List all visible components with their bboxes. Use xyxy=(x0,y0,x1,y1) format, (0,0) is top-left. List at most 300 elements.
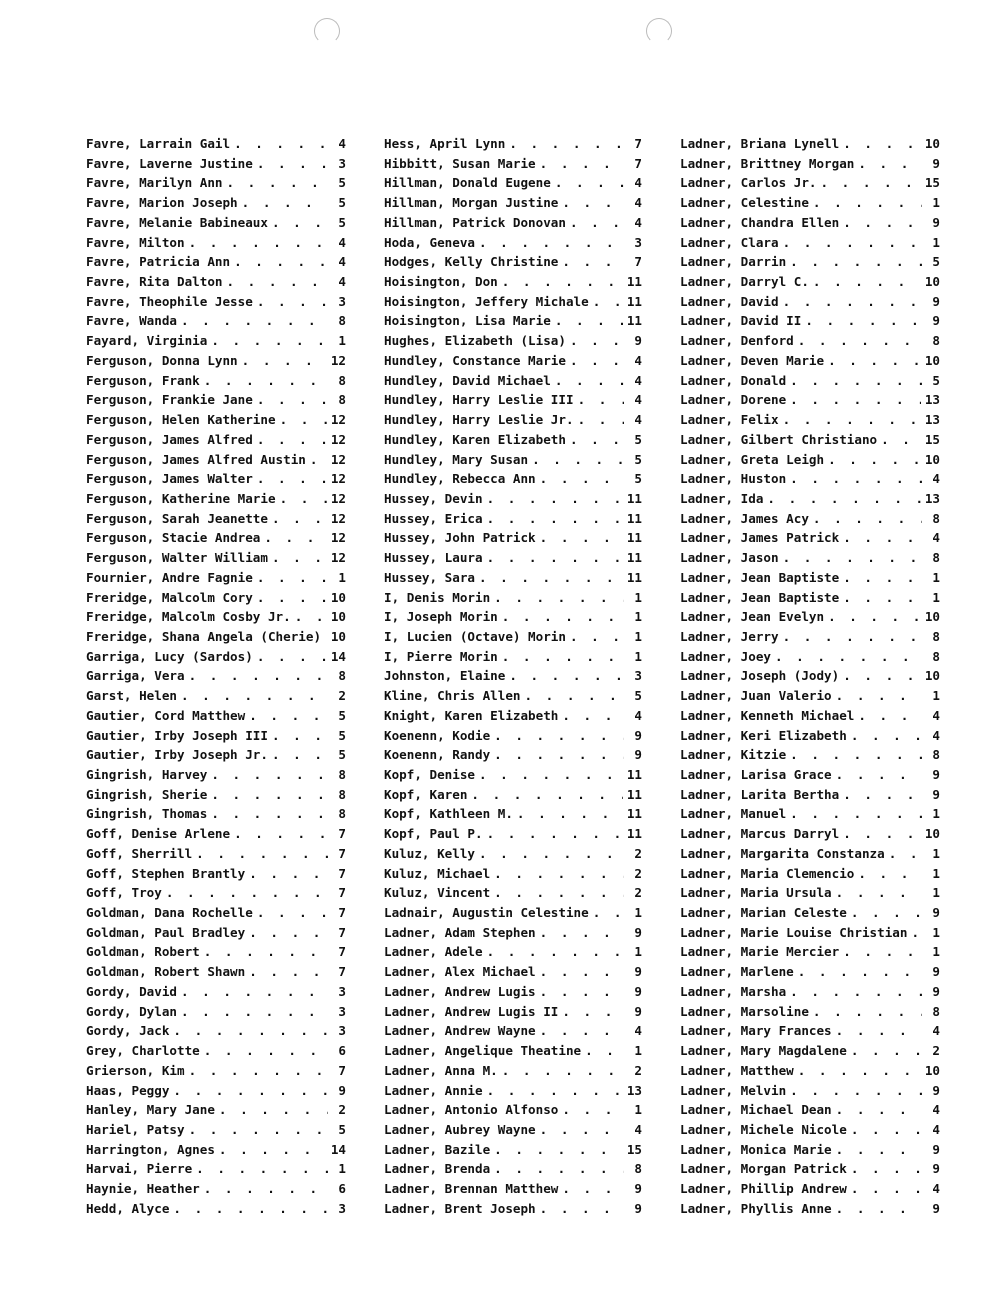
entry-name: Ladnair, Augustin Celestine xyxy=(384,905,589,921)
entry-page-number: 10 xyxy=(924,136,940,151)
entry-name: Fayard, Virginia xyxy=(86,333,208,349)
index-entry xyxy=(680,1179,940,1199)
index-entry xyxy=(384,233,642,253)
index-entry xyxy=(384,1179,642,1199)
entry-name: Garriga, Lucy (Sardos) xyxy=(86,648,253,664)
dot-leader xyxy=(257,154,328,174)
entry-page-number: 8 xyxy=(338,767,346,782)
entry-page-number: 9 xyxy=(932,964,940,980)
dot-leader xyxy=(479,844,624,864)
index-entry xyxy=(384,1061,642,1081)
entry-page-number: 7 xyxy=(338,924,346,940)
index-entry xyxy=(384,1021,642,1041)
entry-name: Ladner, Mary Magdalene xyxy=(680,1043,847,1059)
entry-name: Favre, Marilyn Ann xyxy=(86,175,223,191)
index-entry xyxy=(86,1002,346,1022)
index-entry xyxy=(86,627,346,647)
entry-name: I, Joseph Morin xyxy=(384,609,498,625)
dot-leader xyxy=(836,686,922,706)
dot-leader xyxy=(494,726,624,746)
entry-page-number: 11 xyxy=(626,510,642,526)
entry-page-number: 13 xyxy=(924,392,940,408)
index-entry xyxy=(680,528,940,548)
index-entry xyxy=(384,568,642,588)
entry-page-number: 9 xyxy=(932,905,940,921)
entry-page-number: 4 xyxy=(634,412,642,428)
entry-page-number: 12 xyxy=(330,352,346,368)
index-entry xyxy=(680,548,940,568)
entry-page-number: 7 xyxy=(634,254,642,270)
entry-name: Ladner, Maria Ursula xyxy=(680,885,832,901)
index-entry xyxy=(680,193,940,213)
dot-leader xyxy=(211,804,328,824)
dot-leader xyxy=(593,903,624,923)
entry-page-number: 10 xyxy=(924,668,940,684)
entry-name: Freridge, Malcolm Cosby Jr. xyxy=(86,609,291,625)
entry-page-number: 8 xyxy=(338,668,346,684)
dot-leader xyxy=(189,1061,328,1081)
entry-name: Ladner, Carlos Jr. xyxy=(680,175,817,191)
index-entry xyxy=(680,1002,940,1022)
dot-leader xyxy=(783,548,922,568)
entry-name: I, Lucien (Octave) Morin xyxy=(384,628,566,644)
entry-name: Grierson, Kim xyxy=(86,1062,185,1078)
entry-name: Hussey, Laura xyxy=(384,550,483,566)
index-entry xyxy=(680,785,940,805)
dot-leader xyxy=(494,745,624,765)
entry-page-number: 13 xyxy=(626,1082,642,1098)
entry-name: Ladner, Dorene xyxy=(680,392,787,408)
entry-name: Gordy, Jack xyxy=(86,1023,170,1039)
entry-name: Kopf, Kathleen M. xyxy=(384,806,513,822)
entry-page-number: 2 xyxy=(338,688,346,704)
entry-page-number: 5 xyxy=(634,471,642,487)
entry-page-number: 4 xyxy=(634,175,642,191)
entry-name: Hoisington, Lisa Marie xyxy=(384,313,551,329)
entry-name: Ladner, Donald xyxy=(680,372,787,388)
dot-leader xyxy=(570,351,624,371)
index-entry xyxy=(384,883,642,903)
index-entry xyxy=(680,1140,940,1160)
index-entry xyxy=(680,351,940,371)
entry-page-number: 1 xyxy=(932,195,940,211)
index-entry xyxy=(384,528,642,548)
index-entry xyxy=(86,252,346,272)
index-entry xyxy=(680,745,940,765)
dot-leader xyxy=(226,173,328,193)
entry-name: Goldman, Robert xyxy=(86,944,200,960)
dot-leader xyxy=(264,528,326,548)
entry-page-number: 14 xyxy=(330,648,346,664)
entry-page-number: 8 xyxy=(932,747,940,763)
dot-leader xyxy=(851,726,922,746)
entry-name: Hess, April Lynn xyxy=(384,136,506,151)
dot-leader xyxy=(494,883,624,903)
entry-page-number: 1 xyxy=(932,885,940,901)
entry-page-number: 7 xyxy=(338,826,346,842)
entry-page-number: 5 xyxy=(338,214,346,230)
entry-name: Ladner, Bazile xyxy=(384,1141,491,1157)
index-entry xyxy=(680,1199,940,1219)
entry-name: Hussey, John Patrick xyxy=(384,530,536,546)
entry-name: Kuluz, Michael xyxy=(384,865,491,881)
entry-page-number: 2 xyxy=(932,1043,940,1059)
dot-leader xyxy=(471,785,622,805)
index-entry xyxy=(680,430,940,450)
entry-name: Ferguson, Walter William xyxy=(86,550,268,566)
dot-leader xyxy=(479,765,623,785)
entry-name: Hillman, Morgan Justine xyxy=(384,195,559,211)
entry-name: Gautier, Irby Joseph III xyxy=(86,727,268,743)
index-entry xyxy=(384,450,642,470)
entry-page-number: 4 xyxy=(932,1102,940,1118)
entry-page-number: 4 xyxy=(932,471,940,487)
index-entry xyxy=(86,568,346,588)
dot-leader xyxy=(272,509,327,529)
index-entry xyxy=(680,1120,940,1140)
dot-leader xyxy=(790,371,922,391)
dot-leader xyxy=(509,666,624,686)
index-entry xyxy=(384,371,642,391)
entry-name: Favre, Marion Joseph xyxy=(86,195,238,211)
index-entry xyxy=(86,765,346,785)
index-entry xyxy=(680,607,940,627)
index-column-3 xyxy=(680,134,940,1219)
entry-name: Ladner, Jerry xyxy=(680,628,779,644)
index-entry xyxy=(384,844,642,864)
entry-name: Ladner, Celestine xyxy=(680,195,809,211)
entry-name: Ladner, Adele xyxy=(384,944,483,960)
dot-leader xyxy=(494,864,624,884)
entry-name: Ladner, Gilbert Christiano xyxy=(680,431,878,447)
index-entry xyxy=(384,666,642,686)
index-entry xyxy=(86,903,346,923)
entry-name: Ladner, Marie Louise Christian xyxy=(680,924,908,940)
dot-leader xyxy=(181,1002,328,1022)
index-entry xyxy=(680,450,940,470)
entry-page-number: 4 xyxy=(338,254,346,270)
dot-leader xyxy=(578,410,624,430)
dot-leader xyxy=(234,134,328,154)
dot-leader xyxy=(502,607,624,627)
dot-leader xyxy=(234,252,328,272)
entry-page-number: 7 xyxy=(338,964,346,980)
dot-leader xyxy=(487,942,624,962)
entry-page-number: 9 xyxy=(932,313,940,329)
entry-name: Ladner, Marian Celeste xyxy=(680,905,847,921)
dot-leader xyxy=(502,272,623,292)
entry-page-number: 3 xyxy=(338,983,346,999)
index-entry xyxy=(384,903,642,923)
entry-page-number: 6 xyxy=(338,1181,346,1197)
index-entry xyxy=(86,706,346,726)
entry-page-number: 4 xyxy=(634,707,642,723)
entry-name: Ladner, Larisa Grace xyxy=(680,767,832,782)
index-entry xyxy=(384,942,642,962)
entry-page-number: 1 xyxy=(932,234,940,250)
entry-name: Garst, Helen xyxy=(86,688,177,704)
entry-name: Ladner, Melvin xyxy=(680,1082,787,1098)
entry-page-number: 12 xyxy=(330,530,346,546)
dot-leader xyxy=(790,1081,922,1101)
index-entry xyxy=(86,371,346,391)
entry-page-number: 8 xyxy=(338,806,346,822)
index-entry xyxy=(384,824,642,844)
dot-leader xyxy=(173,1021,328,1041)
index-entry xyxy=(680,903,940,923)
index-entry xyxy=(680,982,940,1002)
dot-leader xyxy=(858,706,922,726)
index-entry xyxy=(680,410,940,430)
index-entry xyxy=(680,154,940,174)
entry-page-number: 7 xyxy=(338,1062,346,1078)
entry-name: Ladner, Aubrey Wayne xyxy=(384,1121,536,1137)
entry-name: Fournier, Andre Fagnie xyxy=(86,569,253,585)
dot-leader xyxy=(555,311,623,331)
dot-leader xyxy=(798,1061,921,1081)
dot-leader xyxy=(798,331,922,351)
entry-page-number: 3 xyxy=(338,1023,346,1039)
dot-leader xyxy=(843,213,922,233)
index-entry xyxy=(384,686,642,706)
entry-name: Ladner, James Acy xyxy=(680,510,809,526)
entry-name: Ladner, David II xyxy=(680,313,802,329)
entry-name: Gordy, David xyxy=(86,983,177,999)
index-entry xyxy=(680,292,940,312)
entry-name: Ladner, Briana Lynell xyxy=(680,136,840,151)
index-entry xyxy=(86,292,346,312)
entry-page-number: 9 xyxy=(634,727,642,743)
dot-leader xyxy=(494,1159,624,1179)
entry-page-number: 5 xyxy=(338,747,346,763)
entry-page-number: 4 xyxy=(932,727,940,743)
dot-leader xyxy=(257,903,328,923)
entry-name: Ladner, David xyxy=(680,293,779,309)
entry-name: Favre, Milton xyxy=(86,234,185,250)
entry-name: Ladner, Margarita Constanza xyxy=(680,845,885,861)
entry-page-number: 11 xyxy=(626,530,642,546)
dot-leader xyxy=(540,1199,624,1219)
entry-name: Ladner, Juan Valerio xyxy=(680,688,832,704)
entry-name: Ladner, Andrew Lugis xyxy=(384,983,536,999)
entry-name: Ferguson, James Walter xyxy=(86,471,253,487)
dot-leader xyxy=(828,351,921,371)
entry-page-number: 5 xyxy=(338,727,346,743)
entry-page-number: 10 xyxy=(924,609,940,625)
entry-page-number: 1 xyxy=(634,589,642,605)
entry-page-number: 8 xyxy=(932,333,940,349)
entry-page-number: 9 xyxy=(634,924,642,940)
dot-leader xyxy=(843,666,921,686)
entry-name: Ladner, Annie xyxy=(384,1082,483,1098)
index-entry xyxy=(680,469,940,489)
entry-page-number: 5 xyxy=(634,451,642,467)
index-entry xyxy=(680,1100,940,1120)
dot-leader xyxy=(502,1061,624,1081)
index-entry xyxy=(86,173,346,193)
dot-leader xyxy=(911,923,922,943)
index-entry xyxy=(680,942,940,962)
dot-leader xyxy=(836,765,922,785)
entry-page-number: 12 xyxy=(330,451,346,467)
entry-name: Gautier, Irby Joseph Jr. xyxy=(86,747,268,763)
dot-leader xyxy=(858,154,922,174)
dot-leader xyxy=(790,745,922,765)
dot-leader xyxy=(280,410,327,430)
dot-leader xyxy=(249,706,328,726)
index-entry xyxy=(384,311,642,331)
index-entry xyxy=(384,785,642,805)
index-entry xyxy=(680,489,940,509)
index-entry xyxy=(384,982,642,1002)
index-entry xyxy=(86,844,346,864)
entry-name: Haynie, Heather xyxy=(86,1181,200,1197)
entry-page-number: 4 xyxy=(932,1181,940,1197)
entry-page-number: 8 xyxy=(338,313,346,329)
entry-name: Ladner, Ida xyxy=(680,490,764,506)
entry-name: Ladner, Brennan Matthew xyxy=(384,1181,559,1197)
index-entry xyxy=(86,390,346,410)
entry-page-number: 3 xyxy=(338,293,346,309)
dot-leader xyxy=(540,469,624,489)
index-entry xyxy=(384,647,642,667)
index-entry xyxy=(680,390,940,410)
dot-leader xyxy=(295,607,327,627)
entry-page-number: 13 xyxy=(924,412,940,428)
entry-page-number: 1 xyxy=(338,333,346,349)
index-entry xyxy=(86,430,346,450)
index-entry xyxy=(86,647,346,667)
entry-page-number: 7 xyxy=(338,865,346,881)
index-entry xyxy=(384,745,642,765)
index-entry xyxy=(384,1199,642,1219)
index-entry xyxy=(86,1179,346,1199)
entry-page-number: 10 xyxy=(330,609,346,625)
entry-page-number: 4 xyxy=(338,234,346,250)
dot-leader xyxy=(219,1140,327,1160)
index-entry xyxy=(384,213,642,233)
index-entry xyxy=(384,1120,642,1140)
index-entry xyxy=(680,962,940,982)
entry-name: Kopf, Karen xyxy=(384,786,468,802)
entry-page-number: 15 xyxy=(626,1141,642,1157)
entry-name: Ladner, Matthew xyxy=(680,1062,794,1078)
entry-name: Ladner, Joseph (Jody) xyxy=(680,668,840,684)
dot-leader xyxy=(204,1041,328,1061)
index-entry xyxy=(86,1021,346,1041)
entry-page-number: 10 xyxy=(924,826,940,842)
entry-page-number: 11 xyxy=(626,767,642,782)
dot-leader xyxy=(843,824,921,844)
entry-name: Haas, Peggy xyxy=(86,1082,170,1098)
dot-leader xyxy=(843,942,922,962)
entry-name: Ladner, Brenda xyxy=(384,1161,491,1177)
dot-leader xyxy=(790,390,921,410)
entry-name: Ferguson, Stacie Andrea xyxy=(86,530,261,546)
entry-name: Kuluz, Kelly xyxy=(384,845,475,861)
entry-name: Ladner, Jean Evelyn xyxy=(680,609,825,625)
entry-name: Hussey, Sara xyxy=(384,569,475,585)
entry-name: Hussey, Devin xyxy=(384,490,483,506)
entry-page-number: 11 xyxy=(626,293,642,309)
dot-leader xyxy=(790,804,922,824)
dot-leader xyxy=(257,430,327,450)
entry-name: Ladner, Antonio Alfonso xyxy=(384,1102,559,1118)
dot-leader xyxy=(783,292,922,312)
dot-leader xyxy=(211,765,328,785)
dot-leader xyxy=(828,450,921,470)
index-entry xyxy=(680,1021,940,1041)
entry-name: Koenenn, Randy xyxy=(384,747,491,763)
entry-page-number: 8 xyxy=(932,1003,940,1019)
entry-page-number: 7 xyxy=(634,136,642,151)
entry-page-number: 11 xyxy=(626,313,642,329)
entry-page-number: 12 xyxy=(330,550,346,566)
entry-page-number: 1 xyxy=(932,944,940,960)
entry-page-number: 8 xyxy=(932,510,940,526)
entry-name: Ladner, Jean Baptiste xyxy=(680,589,840,605)
index-entry xyxy=(86,213,346,233)
entry-name: Grey, Charlotte xyxy=(86,1043,200,1059)
entry-page-number: 2 xyxy=(338,1102,346,1118)
dot-leader xyxy=(820,173,920,193)
index-entry xyxy=(384,1159,642,1179)
index-entry xyxy=(680,923,940,943)
index-entry xyxy=(680,864,940,884)
entry-page-number: 5 xyxy=(634,431,642,447)
dot-leader xyxy=(562,1002,624,1022)
dot-leader xyxy=(532,450,624,470)
entry-page-number: 4 xyxy=(634,1121,642,1137)
index-entry xyxy=(86,134,346,154)
entry-page-number: 7 xyxy=(338,905,346,921)
entry-name: Goldman, Robert Shawn xyxy=(86,964,246,980)
entry-page-number: 14 xyxy=(330,1141,346,1157)
entry-name: Hedd, Alyce xyxy=(86,1200,170,1216)
dot-leader xyxy=(851,1179,922,1199)
entry-page-number: 8 xyxy=(932,550,940,566)
entry-name: Favre, Laverne Justine xyxy=(86,155,253,171)
index-entry xyxy=(680,686,940,706)
entry-page-number: 7 xyxy=(338,845,346,861)
entry-page-number: 4 xyxy=(634,1023,642,1039)
dot-leader xyxy=(181,686,328,706)
index-entry xyxy=(680,883,940,903)
entry-name: Freridge, Shana Angela (Cherie) xyxy=(86,628,322,644)
index-entry xyxy=(384,390,642,410)
entry-page-number: 1 xyxy=(932,845,940,861)
entry-page-number: 4 xyxy=(932,1121,940,1137)
index-entry xyxy=(86,785,346,805)
dot-leader xyxy=(836,883,922,903)
entry-name: Kline, Chris Allen xyxy=(384,688,521,704)
dot-leader xyxy=(805,311,922,331)
index-entry xyxy=(86,824,346,844)
dot-leader xyxy=(494,588,624,608)
entry-name: Gordy, Dylan xyxy=(86,1003,177,1019)
entry-page-number: 15 xyxy=(924,431,940,447)
index-entry xyxy=(86,410,346,430)
index-entry xyxy=(86,489,346,509)
index-entry xyxy=(86,1100,346,1120)
entry-page-number: 7 xyxy=(338,944,346,960)
index-entry xyxy=(680,627,940,647)
entry-name: Ladner, Darryl C. xyxy=(680,274,809,290)
entry-name: Ferguson, Frank xyxy=(86,372,200,388)
dot-leader xyxy=(487,509,623,529)
entry-name: Favre, Larrain Gail xyxy=(86,136,231,151)
entry-page-number: 9 xyxy=(932,1200,940,1216)
